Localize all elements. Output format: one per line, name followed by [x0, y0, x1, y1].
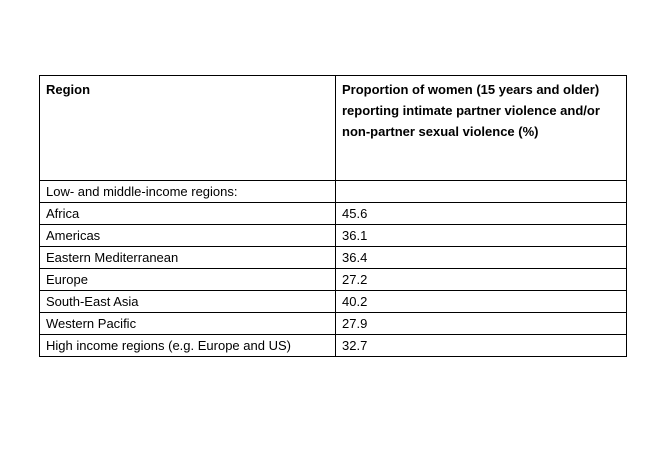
- table-row: [40, 269, 627, 291]
- cell-value: 36.1: [336, 225, 627, 247]
- cell-value: [336, 181, 627, 203]
- cell-region: Eastern Mediterranean: [40, 247, 336, 269]
- cell-value: 27.2: [336, 269, 627, 291]
- data-table-container: [39, 75, 626, 357]
- cell-region: South-East Asia: [40, 291, 336, 313]
- cell-region: Americas: [40, 225, 336, 247]
- table-row: [40, 203, 627, 225]
- cell-region: High income regions (e.g. Europe and US): [40, 335, 336, 357]
- cell-value: 45.6: [336, 203, 627, 225]
- violence-prevalence-table: [39, 75, 627, 357]
- header-proportion: Proportion of women (15 years and older) reporting intimate partner violence and/or non-partner sexual violence (%): [336, 76, 627, 181]
- cell-value: 36.4: [336, 247, 627, 269]
- table-row: [40, 225, 627, 247]
- cell-region: Africa: [40, 203, 336, 225]
- table-row: [40, 335, 627, 357]
- header-region: Region: [40, 76, 336, 181]
- cell-region: Low- and middle-income regions:: [40, 181, 336, 203]
- table-header-row: [40, 76, 627, 181]
- cell-value: 32.7: [336, 335, 627, 357]
- cell-region: Europe: [40, 269, 336, 291]
- cell-region: Western Pacific: [40, 313, 336, 335]
- table-row: [40, 313, 627, 335]
- cell-value: 40.2: [336, 291, 627, 313]
- table-row: [40, 291, 627, 313]
- table-row: [40, 181, 627, 203]
- table-row: [40, 247, 627, 269]
- cell-value: 27.9: [336, 313, 627, 335]
